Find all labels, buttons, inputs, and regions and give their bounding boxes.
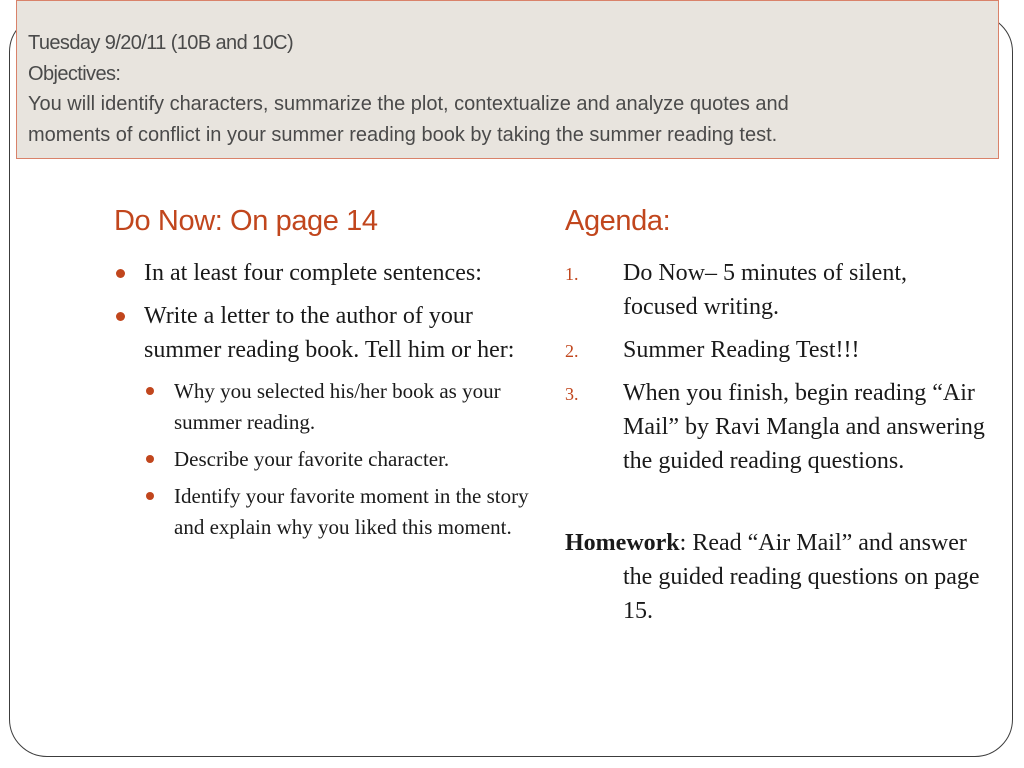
- date-heading: Tuesday 9/20/11 (10B and 10C): [28, 32, 294, 54]
- objectives-text-line-1: You will identify characters, summarize the plot, contextualize and analyze quotes and: [28, 93, 789, 115]
- list-item: [114, 256, 534, 290]
- homework-note: [565, 526, 985, 628]
- agenda-title: Agenda:: [565, 205, 671, 237]
- do-now-list: [114, 256, 534, 549]
- agenda-item: [565, 376, 985, 478]
- agenda-item-text: Do Now– 5 minutes of silent, focused writing.: [623, 260, 907, 320]
- list-item-text: Write a letter to the author of your summer reading book. Tell him or her:: [144, 303, 515, 363]
- sub-list: [114, 376, 534, 543]
- sub-list-item-text: Why you selected his/her book as your summer reading.: [174, 379, 501, 434]
- sub-list-item-text: Identify your favorite moment in the story and explain why you liked this moment.: [174, 484, 529, 539]
- bullet-icon: [146, 387, 154, 395]
- list-item-text: In at least four complete sentences:: [144, 260, 482, 286]
- objectives-label: Objectives:: [28, 62, 121, 85]
- list-item: [114, 299, 534, 367]
- agenda-item-number: 2.: [565, 341, 579, 361]
- objectives-box: [16, 0, 999, 159]
- homework-text: : Read “Air Mail” and answer the guided reading questions on page 15.: [623, 530, 980, 624]
- agenda-item-text: Summer Reading Test!!!: [623, 337, 860, 363]
- agenda-item: [565, 256, 985, 324]
- agenda-list: [565, 256, 985, 628]
- do-now-title: Do Now: On page 14: [114, 205, 378, 237]
- sub-list-item: [144, 376, 534, 438]
- agenda-item-number: 1.: [565, 264, 579, 284]
- objectives-text-line-2: moments of conflict in your summer reading book by taking the summer reading test.: [28, 123, 778, 146]
- agenda-item-number: 3.: [565, 384, 579, 404]
- agenda-item: [565, 333, 985, 367]
- bullet-icon: [116, 269, 125, 278]
- bullet-icon: [116, 312, 125, 321]
- sub-list-item: [144, 481, 534, 543]
- sub-list-item-text: Describe your favorite character.: [174, 447, 450, 471]
- bullet-icon: [146, 492, 154, 500]
- bullet-icon: [146, 455, 154, 463]
- sub-list-item: [144, 444, 534, 475]
- homework-label: Homework: [565, 530, 680, 556]
- agenda-item-text: When you finish, begin reading “Air Mail” by Ravi Mangla and answering the guided reading questions.: [623, 380, 985, 474]
